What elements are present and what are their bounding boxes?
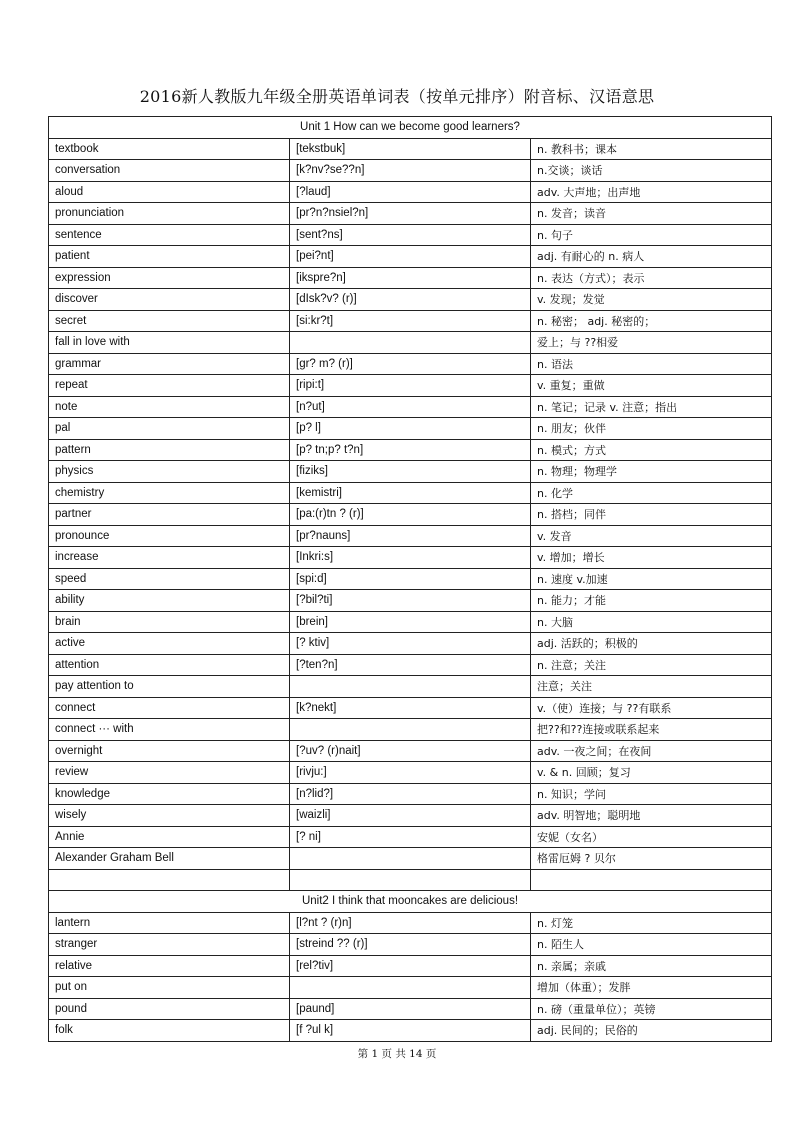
unit-heading-row: [49, 891, 772, 913]
word-cell: pound: [49, 998, 290, 1020]
meaning-cell: v. 增加；增长: [531, 547, 772, 569]
meaning-cell: n. 朋友；伙伴: [531, 418, 772, 440]
word-cell: pay attention to: [49, 676, 290, 698]
phonetic-cell: [pei?nt]: [290, 246, 531, 268]
phonetic-cell: [ikspre?n]: [290, 267, 531, 289]
table-row: [49, 246, 772, 268]
phonetic-cell: [kemistri]: [290, 482, 531, 504]
meaning-cell: n. 亲属；亲戚: [531, 955, 772, 977]
word-cell: relative: [49, 955, 290, 977]
phonetic-cell: [gr? m? (r)]: [290, 353, 531, 375]
phonetic-cell: [290, 848, 531, 870]
table-row: [49, 676, 772, 698]
phonetic-cell: [290, 676, 531, 698]
table-row: [49, 869, 772, 891]
table-row: [49, 934, 772, 956]
table-row: [49, 267, 772, 289]
table-row: [49, 418, 772, 440]
word-cell: [49, 869, 290, 891]
table-row: [49, 181, 772, 203]
phonetic-cell: [dIsk?v? (r)]: [290, 289, 531, 311]
word-cell: brain: [49, 611, 290, 633]
phonetic-cell: [p? tn;p? t?n]: [290, 439, 531, 461]
table-row: [49, 439, 772, 461]
word-cell: put on: [49, 977, 290, 999]
meaning-cell: n. 大脑: [531, 611, 772, 633]
phonetic-cell: [brein]: [290, 611, 531, 633]
table-row: [49, 138, 772, 160]
phonetic-cell: [rel?tiv]: [290, 955, 531, 977]
word-cell: increase: [49, 547, 290, 569]
word-cell: connect ··· with: [49, 719, 290, 741]
meaning-cell: v. 发现；发觉: [531, 289, 772, 311]
phonetic-cell: [rivju:]: [290, 762, 531, 784]
word-cell: patient: [49, 246, 290, 268]
meaning-cell: v. 发音: [531, 525, 772, 547]
vocabulary-table: [48, 116, 772, 1042]
table-row: [49, 719, 772, 741]
meaning-cell: adj. 民间的；民俗的: [531, 1020, 772, 1042]
table-row: [49, 160, 772, 182]
table-row: [49, 289, 772, 311]
phonetic-cell: [n?lid?]: [290, 783, 531, 805]
phonetic-cell: [? ni]: [290, 826, 531, 848]
word-cell: repeat: [49, 375, 290, 397]
table-row: [49, 977, 772, 999]
word-cell: attention: [49, 654, 290, 676]
unit-heading-row: [49, 117, 772, 139]
meaning-cell: [531, 869, 772, 891]
unit-heading: Unit 1 How can we become good learners?: [49, 117, 772, 139]
word-cell: Alexander Graham Bell: [49, 848, 290, 870]
table-row: [49, 224, 772, 246]
phonetic-cell: [?ten?n]: [290, 654, 531, 676]
meaning-cell: n. 模式；方式: [531, 439, 772, 461]
phonetic-cell: [290, 869, 531, 891]
table-row: [49, 504, 772, 526]
phonetic-cell: [ripi:t]: [290, 375, 531, 397]
word-cell: conversation: [49, 160, 290, 182]
table-row: [49, 203, 772, 225]
phonetic-cell: [p? l]: [290, 418, 531, 440]
phonetic-cell: [streind ?? (r)]: [290, 934, 531, 956]
meaning-cell: n. 灯笼: [531, 912, 772, 934]
table-row: [49, 848, 772, 870]
meaning-cell: adv. 一夜之间；在夜间: [531, 740, 772, 762]
meaning-cell: n. 教科书；课本: [531, 138, 772, 160]
table-row: [49, 783, 772, 805]
word-cell: secret: [49, 310, 290, 332]
table-row: [49, 482, 772, 504]
meaning-cell: v. 重复；重做: [531, 375, 772, 397]
word-cell: pronounce: [49, 525, 290, 547]
table-row: [49, 998, 772, 1020]
meaning-cell: v. & n. 回顾；复习: [531, 762, 772, 784]
meaning-cell: 增加（体重）；发胖: [531, 977, 772, 999]
meaning-cell: v.（使）连接；与 ??有联系: [531, 697, 772, 719]
table-row: [49, 611, 772, 633]
phonetic-cell: [fiziks]: [290, 461, 531, 483]
meaning-cell: n. 搭档；同伴: [531, 504, 772, 526]
table-row: [49, 590, 772, 612]
table-row: [49, 353, 772, 375]
phonetic-cell: [k?nekt]: [290, 697, 531, 719]
meaning-cell: 把??和??连接或联系起来: [531, 719, 772, 741]
meaning-cell: adv. 明智地；聪明地: [531, 805, 772, 827]
phonetic-cell: [k?nv?se??n]: [290, 160, 531, 182]
table-row: [49, 955, 772, 977]
word-cell: review: [49, 762, 290, 784]
table-row: [49, 375, 772, 397]
word-cell: grammar: [49, 353, 290, 375]
table-row: [49, 912, 772, 934]
meaning-cell: n. 物理；物理学: [531, 461, 772, 483]
word-cell: speed: [49, 568, 290, 590]
phonetic-cell: [waizli]: [290, 805, 531, 827]
word-cell: aloud: [49, 181, 290, 203]
table-row: [49, 633, 772, 655]
phonetic-cell: [? ktiv]: [290, 633, 531, 655]
phonetic-cell: [pa:(r)tn ? (r)]: [290, 504, 531, 526]
table-row: [49, 826, 772, 848]
meaning-cell: 安妮（女名）: [531, 826, 772, 848]
page-footer: 第 1 页 共 14 页: [357, 1048, 437, 1060]
meaning-cell: n. 知识；学问: [531, 783, 772, 805]
meaning-cell: n. 句子: [531, 224, 772, 246]
phonetic-cell: [spi:d]: [290, 568, 531, 590]
word-cell: knowledge: [49, 783, 290, 805]
phonetic-cell: [paund]: [290, 998, 531, 1020]
meaning-cell: n. 能力；才能: [531, 590, 772, 612]
meaning-cell: adj. 有耐心的 n. 病人: [531, 246, 772, 268]
word-cell: pattern: [49, 439, 290, 461]
table-row: [49, 310, 772, 332]
phonetic-cell: [pr?nauns]: [290, 525, 531, 547]
word-cell: partner: [49, 504, 290, 526]
meaning-cell: n. 注意；关注: [531, 654, 772, 676]
phonetic-cell: [f ?ul k]: [290, 1020, 531, 1042]
meaning-cell: 爱上；与 ??相爱: [531, 332, 772, 354]
meaning-cell: n. 陌生人: [531, 934, 772, 956]
meaning-cell: n. 秘密； adj. 秘密的；: [531, 310, 772, 332]
meaning-cell: 格雷厄姆 ? 贝尔: [531, 848, 772, 870]
table-row: [49, 461, 772, 483]
meaning-cell: adv. 大声地；出声地: [531, 181, 772, 203]
meaning-cell: n. 表达（方式）；表示: [531, 267, 772, 289]
word-cell: Annie: [49, 826, 290, 848]
meaning-cell: n. 语法: [531, 353, 772, 375]
phonetic-cell: [pr?n?nsiel?n]: [290, 203, 531, 225]
meaning-cell: n.交谈；谈话: [531, 160, 772, 182]
word-cell: chemistry: [49, 482, 290, 504]
table-row: [49, 547, 772, 569]
phonetic-cell: [290, 719, 531, 741]
meaning-cell: n. 磅（重量单位）；英镑: [531, 998, 772, 1020]
word-cell: pronunciation: [49, 203, 290, 225]
phonetic-cell: [290, 332, 531, 354]
meaning-cell: n. 发音；读音: [531, 203, 772, 225]
word-cell: discover: [49, 289, 290, 311]
word-cell: ability: [49, 590, 290, 612]
phonetic-cell: [290, 977, 531, 999]
meaning-cell: n. 化学: [531, 482, 772, 504]
word-cell: active: [49, 633, 290, 655]
word-cell: overnight: [49, 740, 290, 762]
table-row: [49, 762, 772, 784]
phonetic-cell: [?bil?ti]: [290, 590, 531, 612]
table-row: [49, 332, 772, 354]
table-row: [49, 525, 772, 547]
unit-heading: Unit2 I think that mooncakes are delicious!: [49, 891, 772, 913]
word-cell: stranger: [49, 934, 290, 956]
table-row: [49, 396, 772, 418]
word-cell: physics: [49, 461, 290, 483]
table-row: [49, 1020, 772, 1042]
meaning-cell: n. 笔记；记录 v. 注意；指出: [531, 396, 772, 418]
phonetic-cell: [sent?ns]: [290, 224, 531, 246]
word-cell: connect: [49, 697, 290, 719]
table-row: [49, 740, 772, 762]
table-row: [49, 697, 772, 719]
phonetic-cell: [?laud]: [290, 181, 531, 203]
word-cell: textbook: [49, 138, 290, 160]
word-cell: lantern: [49, 912, 290, 934]
table-row: [49, 654, 772, 676]
word-cell: fall in love with: [49, 332, 290, 354]
vocabulary-table-body: [49, 117, 772, 1042]
word-cell: expression: [49, 267, 290, 289]
word-cell: sentence: [49, 224, 290, 246]
phonetic-cell: [Inkri:s]: [290, 547, 531, 569]
phonetic-cell: [si:kr?t]: [290, 310, 531, 332]
meaning-cell: adj. 活跃的；积极的: [531, 633, 772, 655]
meaning-cell: 注意；关注: [531, 676, 772, 698]
word-cell: pal: [49, 418, 290, 440]
table-row: [49, 805, 772, 827]
phonetic-cell: [tekstbuk]: [290, 138, 531, 160]
table-row: [49, 568, 772, 590]
word-cell: folk: [49, 1020, 290, 1042]
phonetic-cell: [l?nt ? (r)n]: [290, 912, 531, 934]
document-title: 2016新人教版九年级全册英语单词表（按单元排序）附音标、汉语意思: [139, 87, 655, 106]
meaning-cell: n. 速度 v.加速: [531, 568, 772, 590]
word-cell: note: [49, 396, 290, 418]
phonetic-cell: [n?ut]: [290, 396, 531, 418]
word-cell: wisely: [49, 805, 290, 827]
phonetic-cell: [?uv? (r)nait]: [290, 740, 531, 762]
